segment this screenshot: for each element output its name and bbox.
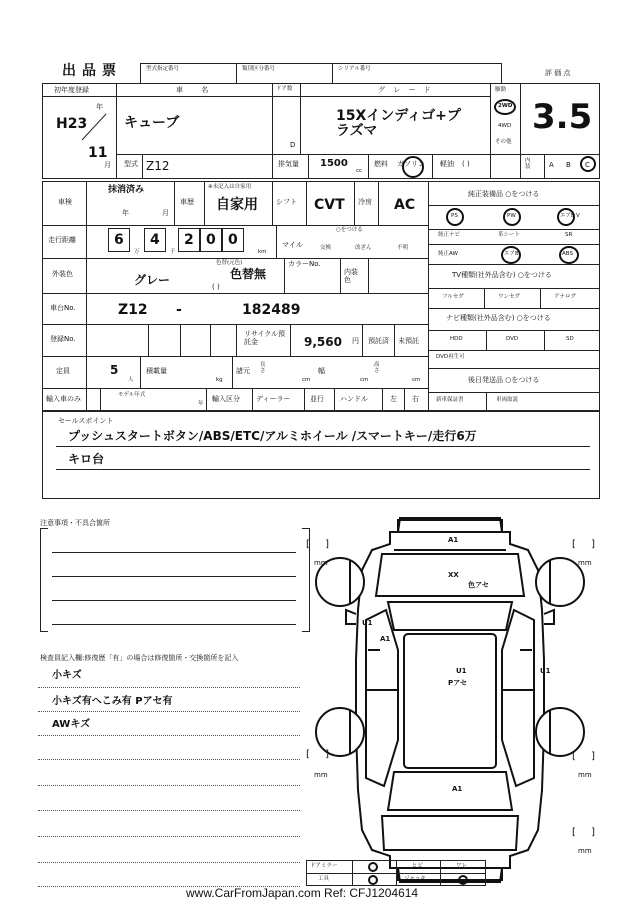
- note-line-3: AWキズ: [52, 719, 91, 730]
- inspection-label: 車検: [58, 198, 72, 206]
- model-label: 型式: [124, 160, 138, 168]
- import-label: 輸入車のみ: [46, 395, 81, 403]
- door-mark: D: [290, 141, 296, 149]
- sales-box: [42, 411, 600, 499]
- opt-genuine-aw: 純正AW: [438, 251, 458, 257]
- first-reg-label: 初年度登録: [54, 86, 89, 94]
- mile-label: マイル: [282, 241, 303, 249]
- sales-line-1: プッシュスタートボタン/ABS/ETC/アルミホイール /スマートキー/走行6万: [68, 429, 477, 443]
- dims-label: 諸元: [236, 367, 250, 375]
- shift-value: CVT: [314, 197, 345, 213]
- mileage-digit: 0: [228, 232, 238, 248]
- damage-mark: U1: [362, 619, 373, 627]
- sales-label: セールスポイント: [58, 417, 114, 425]
- fuel-label: 燃料: [374, 160, 388, 168]
- opt-pw: PW: [507, 213, 516, 219]
- doors-label: ドア数: [276, 86, 293, 92]
- note-line-1: 小キズ: [52, 670, 82, 681]
- score-label: 評 価 点: [545, 69, 571, 77]
- damage-mark: A1: [452, 785, 463, 793]
- tv-title: TV種類(社外品含む) ○をつける: [452, 271, 552, 279]
- inspection-value: 抹消済み: [108, 185, 145, 195]
- damage-mark: A1: [448, 536, 459, 544]
- damage-mark: Pアセ: [448, 679, 468, 687]
- displacement-value: 1500: [320, 158, 348, 169]
- form-title: 出品票: [62, 63, 122, 79]
- ac-label: 冷房: [358, 198, 372, 206]
- grade-label: グ レ ー ド: [378, 86, 434, 94]
- drive-other: その他: [495, 139, 512, 145]
- opt-leather: 革シート: [498, 232, 521, 238]
- reg-no-label: 登録No.: [50, 335, 76, 343]
- capacity-label: 定員: [56, 367, 70, 375]
- sales-line-2: キロ台: [68, 452, 105, 466]
- usage-value: 自家用: [216, 197, 258, 213]
- color-no-label: カラーNo.: [288, 260, 321, 268]
- mileage-label: 走行距離: [48, 236, 76, 244]
- chassis-prefix: Z12: [118, 302, 148, 318]
- first-reg-month: 11: [88, 145, 108, 161]
- fuel-diesel: 軽油: [440, 160, 454, 168]
- slash-divider: [80, 112, 108, 142]
- damage-mark: 色アセ: [468, 581, 489, 589]
- car-name-label: 車 名: [176, 86, 217, 94]
- recycle-value: 9,560: [304, 335, 342, 349]
- opt-sr: SR: [565, 232, 573, 238]
- model-value: Z12: [146, 159, 170, 173]
- opt-airbag: エアB: [504, 251, 519, 257]
- opt-airbag-v: エアB: [560, 213, 575, 219]
- watermark: www.CarFromJapan.com Ref: CFJ1204614: [186, 886, 419, 900]
- header-fields: [140, 63, 502, 84]
- caution-label: 注意事項・不具合箇所: [40, 519, 110, 527]
- mileage-digit: 0: [206, 232, 216, 248]
- load-label: 積載量: [146, 367, 167, 375]
- note-line-2: 小キズ有へこみ有 Pアセ有: [52, 696, 173, 707]
- damage-mark: U1: [456, 667, 467, 675]
- drive-label: 駆動: [495, 87, 507, 93]
- inspector-label: 検査員記入欄:修復歴「有」の場合は修復箇所・交換箇所を記入: [40, 654, 239, 662]
- mileage-digit: 6: [114, 232, 124, 248]
- category-label: 類別区分番号: [242, 66, 276, 72]
- chassis-number: 182489: [242, 302, 301, 318]
- car-damage-diagram: [310, 510, 610, 890]
- caution-box: [40, 528, 310, 638]
- interior-color-label: 内装色: [344, 268, 358, 285]
- color-label: 外装色: [52, 270, 73, 278]
- navi-title: ナビ種類(社外品含む) ○をつける: [446, 314, 551, 322]
- recycle-label: リサイクル預託金: [244, 330, 286, 347]
- drive-2wd: 2WD: [498, 103, 513, 109]
- score-value: 3.5: [532, 97, 593, 137]
- repaint-value: 色替無: [230, 267, 267, 281]
- opt-abs: ABS: [562, 251, 573, 257]
- damage-mark: XX: [448, 571, 459, 579]
- drive-4wd: 4WD: [498, 123, 512, 129]
- genuine-title: 純正装備品 ○をつける: [468, 190, 540, 198]
- fuel-gasoline: ガソリン: [397, 160, 425, 168]
- ac-value: AC: [394, 197, 416, 213]
- first-reg-year: H23: [56, 116, 88, 132]
- serial-label: シリアル番号: [338, 66, 371, 72]
- mileage-digit: 4: [150, 232, 160, 248]
- damage-mark: U1: [540, 667, 551, 675]
- chassis-label: 車台No.: [50, 304, 76, 312]
- mileage-digit: 2: [184, 232, 194, 248]
- after-title: 後日発送品 ○をつける: [468, 376, 540, 384]
- opt-ps: PS: [451, 213, 458, 219]
- usage-label: 車歴: [180, 198, 194, 206]
- type-cert-label: 型式指定番号: [146, 66, 180, 72]
- damage-mark: A1: [380, 635, 391, 643]
- shift-label: シフト: [276, 198, 297, 206]
- car-name: キューブ: [124, 115, 180, 131]
- capacity-value: 5: [110, 363, 119, 377]
- grade-line-2: ラズマ: [336, 123, 378, 139]
- displacement-label: 排気量: [278, 160, 299, 168]
- opt-genuine-navi: 純正ナビ: [438, 232, 461, 238]
- color-value: グレー: [134, 273, 171, 287]
- interior-label: 内装: [525, 158, 531, 171]
- grade-line-1: 15Xインディゴ+プ: [336, 108, 461, 124]
- interior-circle: [580, 156, 596, 172]
- fuel-circle: [402, 156, 424, 178]
